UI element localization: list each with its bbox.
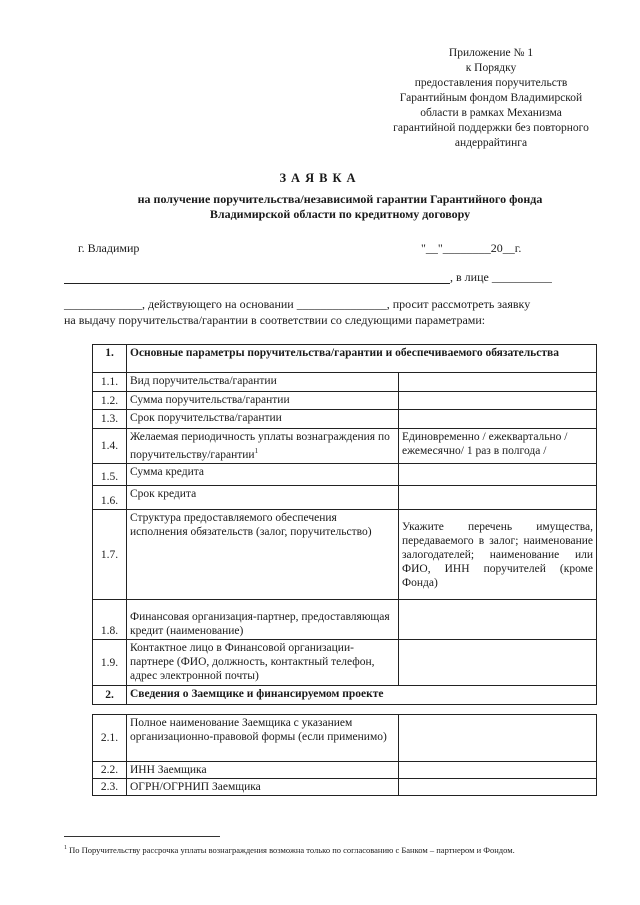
date-field[interactable]: "__"________20__г. bbox=[421, 241, 522, 255]
row-label: ОГРН/ОГРНИП Заемщика bbox=[127, 779, 399, 796]
parameters-table bbox=[92, 344, 597, 705]
row-number: 1.9. bbox=[93, 640, 127, 686]
subtitle-line-1: на получение поручительства/независимой гарантии Гарантийного фонда bbox=[137, 192, 543, 206]
row-value-cell[interactable] bbox=[399, 640, 597, 686]
row-number: 1.7. bbox=[93, 510, 127, 600]
row-value-cell[interactable]: Укажите перечень имущества, передаваемого в залог; наименование залогодателей; наименование или ФИО, ИНН поручителей (кроме Фонда) bbox=[399, 510, 597, 600]
row-value-cell[interactable] bbox=[399, 464, 597, 486]
row-number: 1.6. bbox=[93, 486, 127, 510]
representative-field[interactable]: , в лице __________ bbox=[450, 270, 552, 284]
city-label: г. Владимир bbox=[78, 241, 140, 255]
table-row bbox=[93, 429, 597, 464]
table-row bbox=[93, 410, 597, 429]
table-row bbox=[93, 510, 597, 600]
row-value-cell[interactable] bbox=[399, 762, 597, 779]
row-number: 2.1. bbox=[93, 715, 127, 762]
row-value-cell[interactable] bbox=[399, 715, 597, 762]
table-row bbox=[93, 640, 597, 686]
appendix-line: Приложение № 1 bbox=[448, 47, 534, 59]
row-number: 1.2. bbox=[93, 392, 127, 410]
appendix-line: к Порядку bbox=[465, 62, 517, 74]
subtitle-line-2: Владимирской области по кредитному договору bbox=[209, 207, 471, 221]
table-row bbox=[93, 486, 597, 510]
table-row bbox=[93, 600, 597, 640]
section-number: 2. bbox=[93, 686, 127, 705]
document-title: ЗАЯВКА bbox=[279, 171, 361, 185]
row-label: Желаемая периодичность уплаты вознаграждения по поручительству/гарантии bbox=[130, 431, 390, 461]
appendix-line: андеррайтинга bbox=[454, 137, 528, 149]
borrower-table bbox=[92, 714, 597, 796]
section-row bbox=[93, 686, 597, 705]
row-value-cell[interactable] bbox=[399, 600, 597, 640]
footnote bbox=[64, 845, 515, 855]
section-title: Основные параметры поручительства/гарантии и обеспечиваемого обязательства bbox=[127, 345, 597, 373]
row-number: 2.3. bbox=[93, 779, 127, 796]
table-row bbox=[93, 779, 597, 796]
section-row bbox=[93, 345, 597, 373]
row-label: Сумма поручительства/гарантии bbox=[127, 392, 399, 410]
row-number: 1.8. bbox=[93, 600, 127, 640]
row-label: Вид поручительства/гарантии bbox=[127, 373, 399, 392]
appendix-line: гарантийной поддержки без повторного bbox=[393, 122, 589, 134]
row-number: 1.5. bbox=[93, 464, 127, 486]
row-label: ИНН Заемщика bbox=[127, 762, 399, 779]
row-value-cell[interactable] bbox=[399, 373, 597, 392]
row-label-cell bbox=[127, 429, 399, 464]
document-subtitle bbox=[60, 192, 620, 222]
applicant-name-line[interactable] bbox=[64, 283, 450, 284]
table-row bbox=[93, 715, 597, 762]
row-value-cell[interactable] bbox=[399, 779, 597, 796]
row-value-cell[interactable] bbox=[399, 392, 597, 410]
section-number: 1. bbox=[93, 345, 127, 373]
row-number: 1.1. bbox=[93, 373, 127, 392]
section-title: Сведения о Заемщике и финансируемом проекте bbox=[127, 686, 597, 705]
row-label: Структура предоставляемого обеспечения исполнения обязательств (залог, поручительство) bbox=[127, 510, 399, 600]
appendix-note bbox=[360, 46, 622, 151]
row-label: Контактное лицо в Финансовой организации-партнере (ФИО, должность, контактный телефон, адрес электронной почты) bbox=[127, 640, 399, 686]
row-label: Сумма кредита bbox=[127, 464, 399, 486]
row-value-cell[interactable] bbox=[399, 486, 597, 510]
footnote-text: По Поручительству рассрочка уплаты вознаграждения возможна только по согласованию с Банком – партнером и Фондом. bbox=[69, 845, 515, 855]
request-line: на выдачу поручительства/гарантии в соответствии со следующими параметрами: bbox=[64, 313, 486, 327]
row-label: Финансовая организация-партнер, предоставляющая кредит (наименование) bbox=[127, 600, 399, 640]
table-row bbox=[93, 373, 597, 392]
row-label: Срок кредита bbox=[127, 486, 399, 510]
appendix-line: предоставления поручительств bbox=[414, 77, 568, 89]
row-number: 2.2. bbox=[93, 762, 127, 779]
table-row bbox=[93, 464, 597, 486]
footnote-divider bbox=[64, 836, 220, 837]
table-row bbox=[93, 392, 597, 410]
row-value-cell[interactable]: Единовременно / ежеквартально / ежемесячно/ 1 раз в полгода / bbox=[399, 429, 597, 464]
table-row bbox=[93, 762, 597, 779]
row-value-cell[interactable] bbox=[399, 410, 597, 429]
footnote-mark: 1 bbox=[64, 845, 67, 852]
row-number: 1.4. bbox=[93, 429, 127, 464]
appendix-line: области в рамках Механизма bbox=[420, 107, 562, 119]
basis-line: _____________, действующего на основании _______________, просит рассмотреть заявку bbox=[64, 297, 531, 311]
row-label: Срок поручительства/гарантии bbox=[127, 410, 399, 429]
row-number: 1.3. bbox=[93, 410, 127, 429]
appendix-line: Гарантийным фондом Владимирской bbox=[399, 92, 583, 104]
row-label: Полное наименование Заемщика с указанием организационно-правовой формы (если применимо) bbox=[127, 715, 399, 762]
footnote-reference: 1 bbox=[254, 447, 259, 455]
